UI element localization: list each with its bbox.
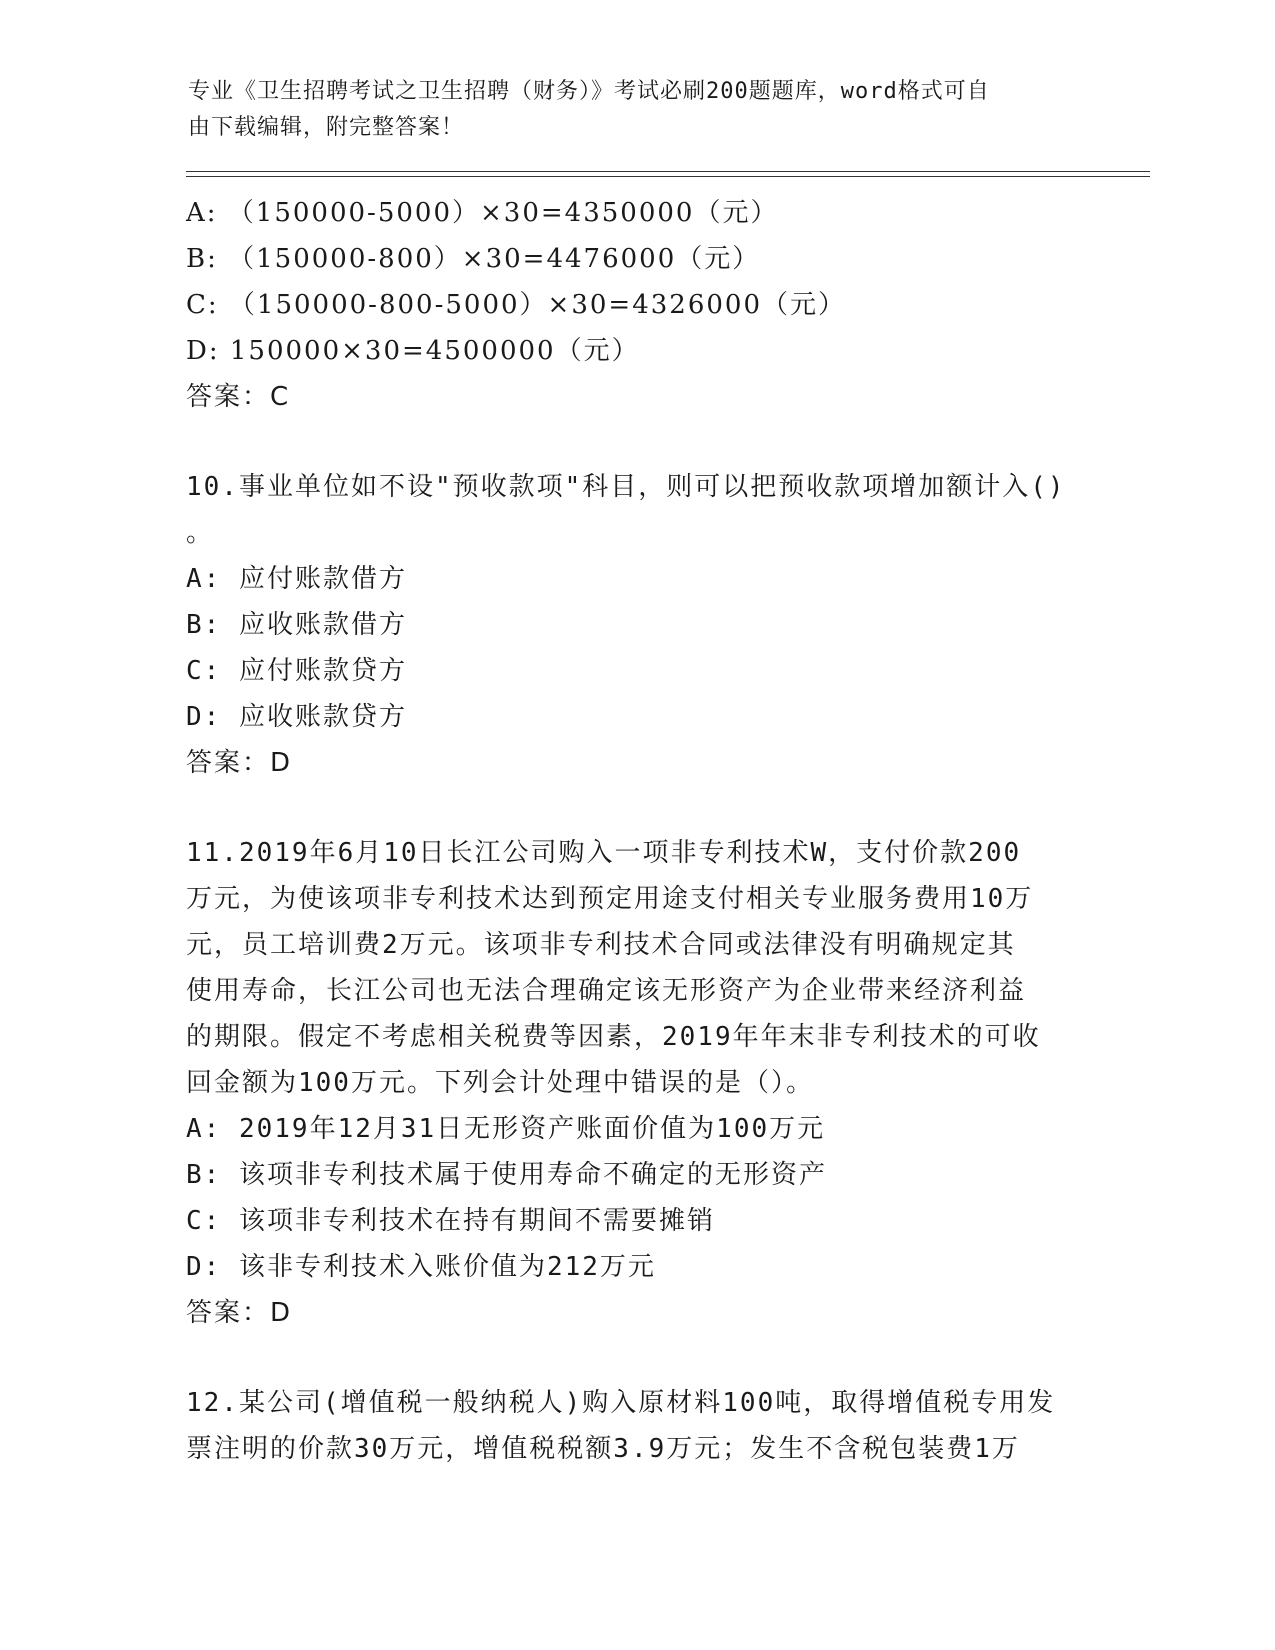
q10-option-d: D: 应收账款贷方: [186, 702, 407, 732]
document-header: [188, 74, 1078, 146]
question-10: [186, 464, 1086, 786]
q10-stem-line: 10.事业单位如不设"预收款项"科目，则可以把预收款项增加额计入(): [186, 472, 1066, 502]
q9-option-c: C: （150000-800-5000）×30=4326000（元）: [186, 290, 846, 320]
q9-answer: 答案：C: [186, 382, 291, 412]
q11-option-a: A: 2019年12月31日无形资产账面价值为100万元: [186, 1114, 826, 1144]
question-9-options: [186, 190, 1086, 374]
q11-answer: 答案：D: [186, 1298, 293, 1328]
header-line-2: 由下载编辑，附完整答案！: [188, 115, 465, 140]
q9-option-d: D: 150000×30=4500000（元）: [186, 336, 640, 366]
q12-stem-line: 12.某公司(增值税一般纳税人)购入原材料100吨，取得增值税专用发: [186, 1388, 1056, 1418]
question-12: [186, 1380, 1086, 1472]
q11-stem-line: 回金额为100万元。下列会计处理中错误的是（）。: [186, 1068, 814, 1098]
q11-option-c: C: 该项非专利技术在持有期间不需要摊销: [186, 1206, 715, 1236]
q11-option-d: D: 该非专利技术入账价值为212万元: [186, 1252, 656, 1282]
q10-option-a: A: 应付账款借方: [186, 564, 407, 594]
q12-stem-line: 票注明的价款30万元，增值税税额3.9万元；发生不含税包装费1万: [186, 1434, 1020, 1464]
q10-stem-line: 。: [186, 518, 215, 548]
q11-stem-line: 使用寿命，长江公司也无法合理确定该无形资产为企业带来经济利益: [186, 976, 1027, 1006]
q10-option-c: C: 应付账款贷方: [186, 656, 407, 686]
q11-stem-line: 万元，为使该项非专利技术达到预定用途支付相关专业服务费用10万: [186, 884, 1034, 914]
header-divider-bottom: [186, 176, 1150, 177]
q11-option-b: B: 该项非专利技术属于使用寿命不确定的无形资产: [186, 1160, 827, 1190]
q9-option-b: B: （150000-800）×30=4476000（元）: [186, 244, 761, 274]
question-11: [186, 830, 1086, 1336]
q9-option-a: A: （150000-5000）×30=4350000（元）: [186, 198, 779, 228]
q10-option-b: B: 应收账款借方: [186, 610, 407, 640]
q11-stem-line: 元，员工培训费2万元。该项非专利技术合同或法律没有明确规定其: [186, 930, 1016, 960]
header-line-1: 专业《卫生招聘考试之卫生招聘（财务）》考试必刷200题题库，word格式可自: [188, 79, 990, 104]
header-divider-top: [186, 171, 1150, 172]
q11-stem-line: 11.2019年6月10日长江公司购入一项非专利技术W，支付价款200: [186, 838, 1022, 868]
q11-stem-line: 的期限。假定不考虑相关税费等因素，2019年年末非专利技术的可收: [186, 1022, 1041, 1052]
q10-answer: 答案：D: [186, 748, 293, 778]
question-content: [186, 190, 1086, 1472]
